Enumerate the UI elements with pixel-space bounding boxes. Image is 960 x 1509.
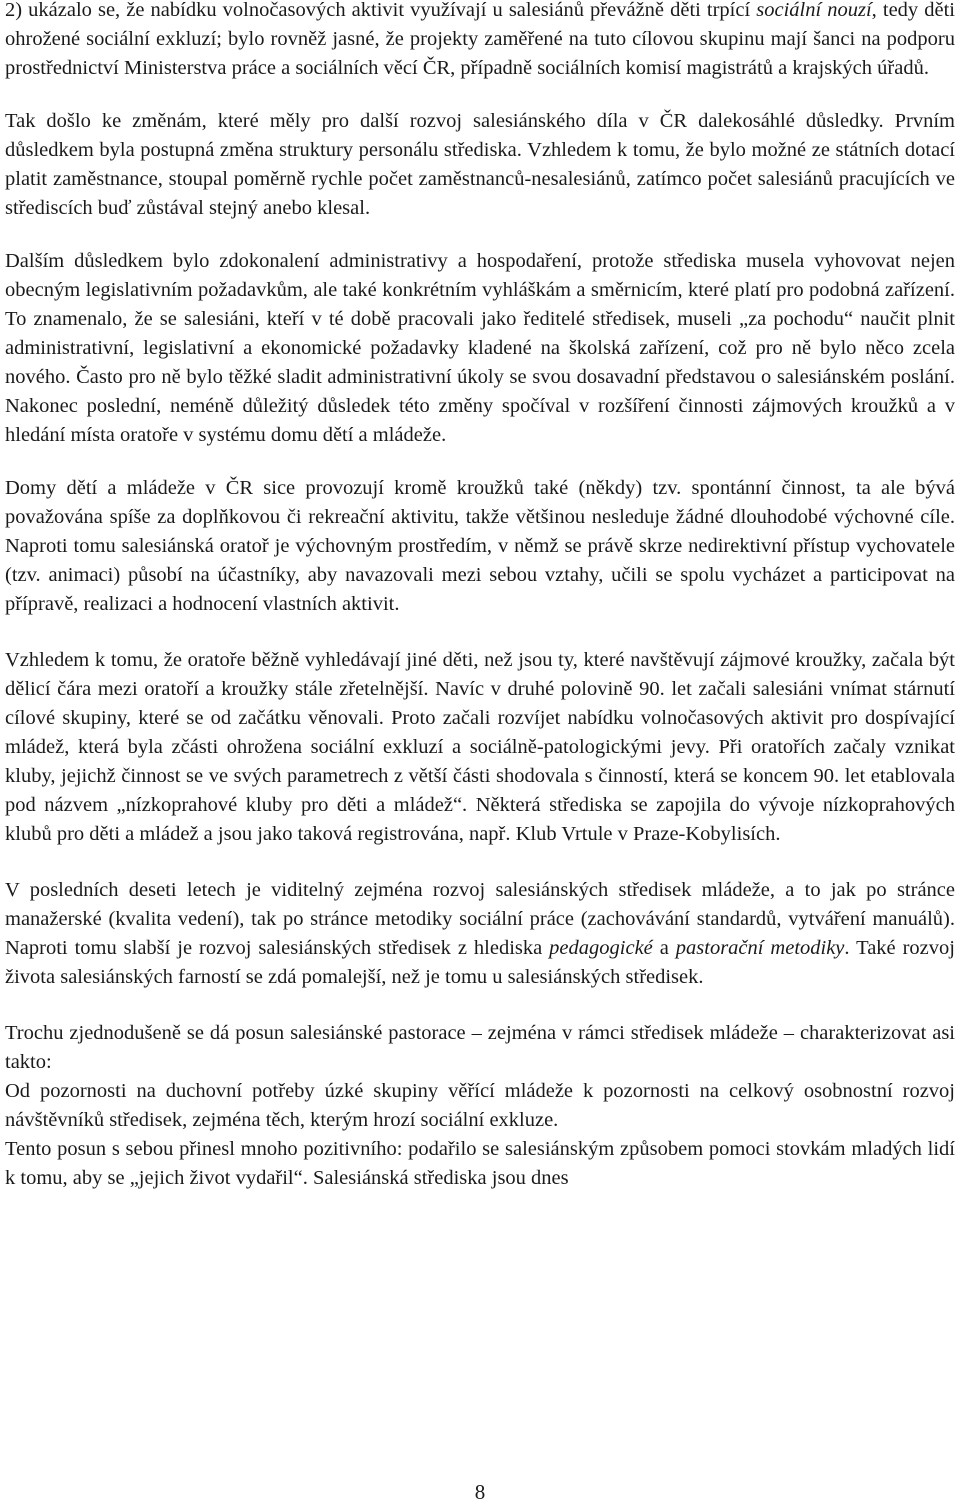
paragraph-8: Od pozornosti na duchovní potřeby úzké skupiny věřící mládeže k pozornosti na celkový osobnostní rozvoj návštěvníků středisek, zejména těch, kterým hrozí sociální exkluze. [5, 1080, 955, 1131]
paragraph-gap [5, 450, 955, 474]
document-page [5, 0, 955, 1193]
paragraph-1-text-b: , tedy děti ohrožené sociální exkluzí; bylo rovněž jasné, že projekty zaměřené na tuto cílovou skupinu mají šanci na podporu prostřednictví Ministerstva práce a sociálních věcí ČR, případně sociálních komisí magistrátů a krajských úřadů. [5, 0, 955, 79]
paragraph-6-text-b: a [652, 937, 676, 959]
paragraph-1 [5, 0, 955, 83]
paragraph-gap [5, 223, 955, 247]
paragraph-4: Domy dětí a mládeže v ČR sice provozují kromě kroužků také (někdy) tzv. spontánní činnost, ta ale bývá považována spíše za doplňkovou či rekreační aktivitu, takže většinou nesleduje žádné dlouhodobé výchovné cíle. Naproti tomu salesiánská oratoř je výchovným prostředím, v němž se právě skrze nedirektivní přístup vychovatele (tzv. animaci) působí na účastníky, aby navazovali mezi sebou vztahy, učili se spolu vycházet a participovat na přípravě, realizaci a hodnocení vlastních aktivit. [5, 477, 955, 615]
page-number: 8 [474, 1480, 486, 1504]
paragraph-7: Trochu zjednodušeně se dá posun salesiánské pastorace – zejména v rámci středisek mládeže – charakterizovat asi takto: [5, 1022, 955, 1073]
paragraph-9: Tento posun s sebou přinesl mnoho pozitivního: podařilo se salesiánským způsobem pomoci stovkám mladých lidí k tomu, aby se „jejich život vydařil“. Salesiánská střediska jsou dnes [5, 1138, 955, 1189]
paragraph-6-emphasis-2: pastorační metodiky [675, 937, 845, 959]
paragraph-6-text-a: V posledních deseti letech je viditelný zejména rozvoj salesiánských středisek mládeže, a to jak po stránce manažerské (kvalita vedení), tak po stránce metodiky sociální práce (zachovávání standardů, vytváření manuálů). Naproti tomu slabší je rozvoj salesiánských středisek z hlediska [5, 879, 955, 959]
paragraph-6-text-c: . Také rozvoj života salesiánských farností se zdá pomalejší, než je tomu u salesiánských středisek. [5, 937, 955, 988]
paragraph-2: Tak došlo ke změnám, které měly pro další rozvoj salesiánského díla v ČR dalekosáhlé důsledky. Prvním důsledkem byla postupná změna struktury personálu střediska. Vzhledem k tomu, že bylo možné ze státních dotací platit zaměstnance, stoupal poměrně rychle počet zaměstnanců-nesalesiánů, zatímco počet salesiánů pracujících ve střediscích buď zůstával stejný anebo klesal. [5, 110, 955, 219]
paragraph-5: Vzhledem k tomu, že oratoře běžně vyhledávají jiné děti, než jsou ty, které navštěvují zájmové kroužky, začala být dělicí čára mezi oratoří a kroužky stále zřetelnější. Navíc v druhé polovině 90. let začali salesiáni vnímat stárnutí cílové skupiny, které se od začátku věnovali. Proto začali rozvíjet nabídku volnočasových aktivit pro dospívající mládež, která byla zčásti ohrožena sociální exkluzí a sociálně-patologickými jevy. Při oratořích začaly vznikat kluby, jejichž činnost se ve svých parametrech z větší části shodovala s činností, která se koncem 90. let etablovala pod názvem „nízkoprahové kluby pro děti a mládež“. Některá střediska se zapojila do vývoje nízkoprahových klubů pro děti a mládež a jsou jako taková registrována, např. Klub Vrtule v Praze-Kobylisích. [5, 649, 955, 845]
paragraph-1-emphasis: sociální nouzí [756, 0, 872, 21]
paragraph-gap [5, 619, 955, 646]
paragraph-gap [5, 992, 955, 1019]
paragraph-3: Dalším důsledkem bylo zdokonalení administrativy a hospodaření, protože střediska musela vyhovovat nejen obecným legislativním požadavkům, ale také konkrétním vyhláškám a směrnicím, které platí pro podobná zařízení. To znamenalo, že se salesiáni, kteří v té době pracovali jako ředitelé středisek, museli „za pochodu“ naučit plnit administrativní, legislativní a ekonomické požadavky kladené na školská zařízení, což pro ně bylo něco zcela nového. Často pro ně bylo těžké sladit administrativní úkoly se svou dosavadní představou o salesiánském poslání. Nakonec poslední, neméně důležitý důsledek této změny spočíval v rozšíření činnosti zájmových kroužků a v hledání místa oratoře v systému domu dětí a mládeže. [5, 250, 955, 446]
paragraph-gap [5, 849, 955, 876]
paragraph-gap [5, 83, 955, 107]
paragraph-6-emphasis-1: pedagogické [549, 937, 653, 959]
paragraph-1-text-a: 2) ukázalo se, že nabídku volnočasových aktivit využívají u salesiánů převážně děti trpící [5, 0, 757, 21]
paragraph-6 [5, 876, 955, 992]
